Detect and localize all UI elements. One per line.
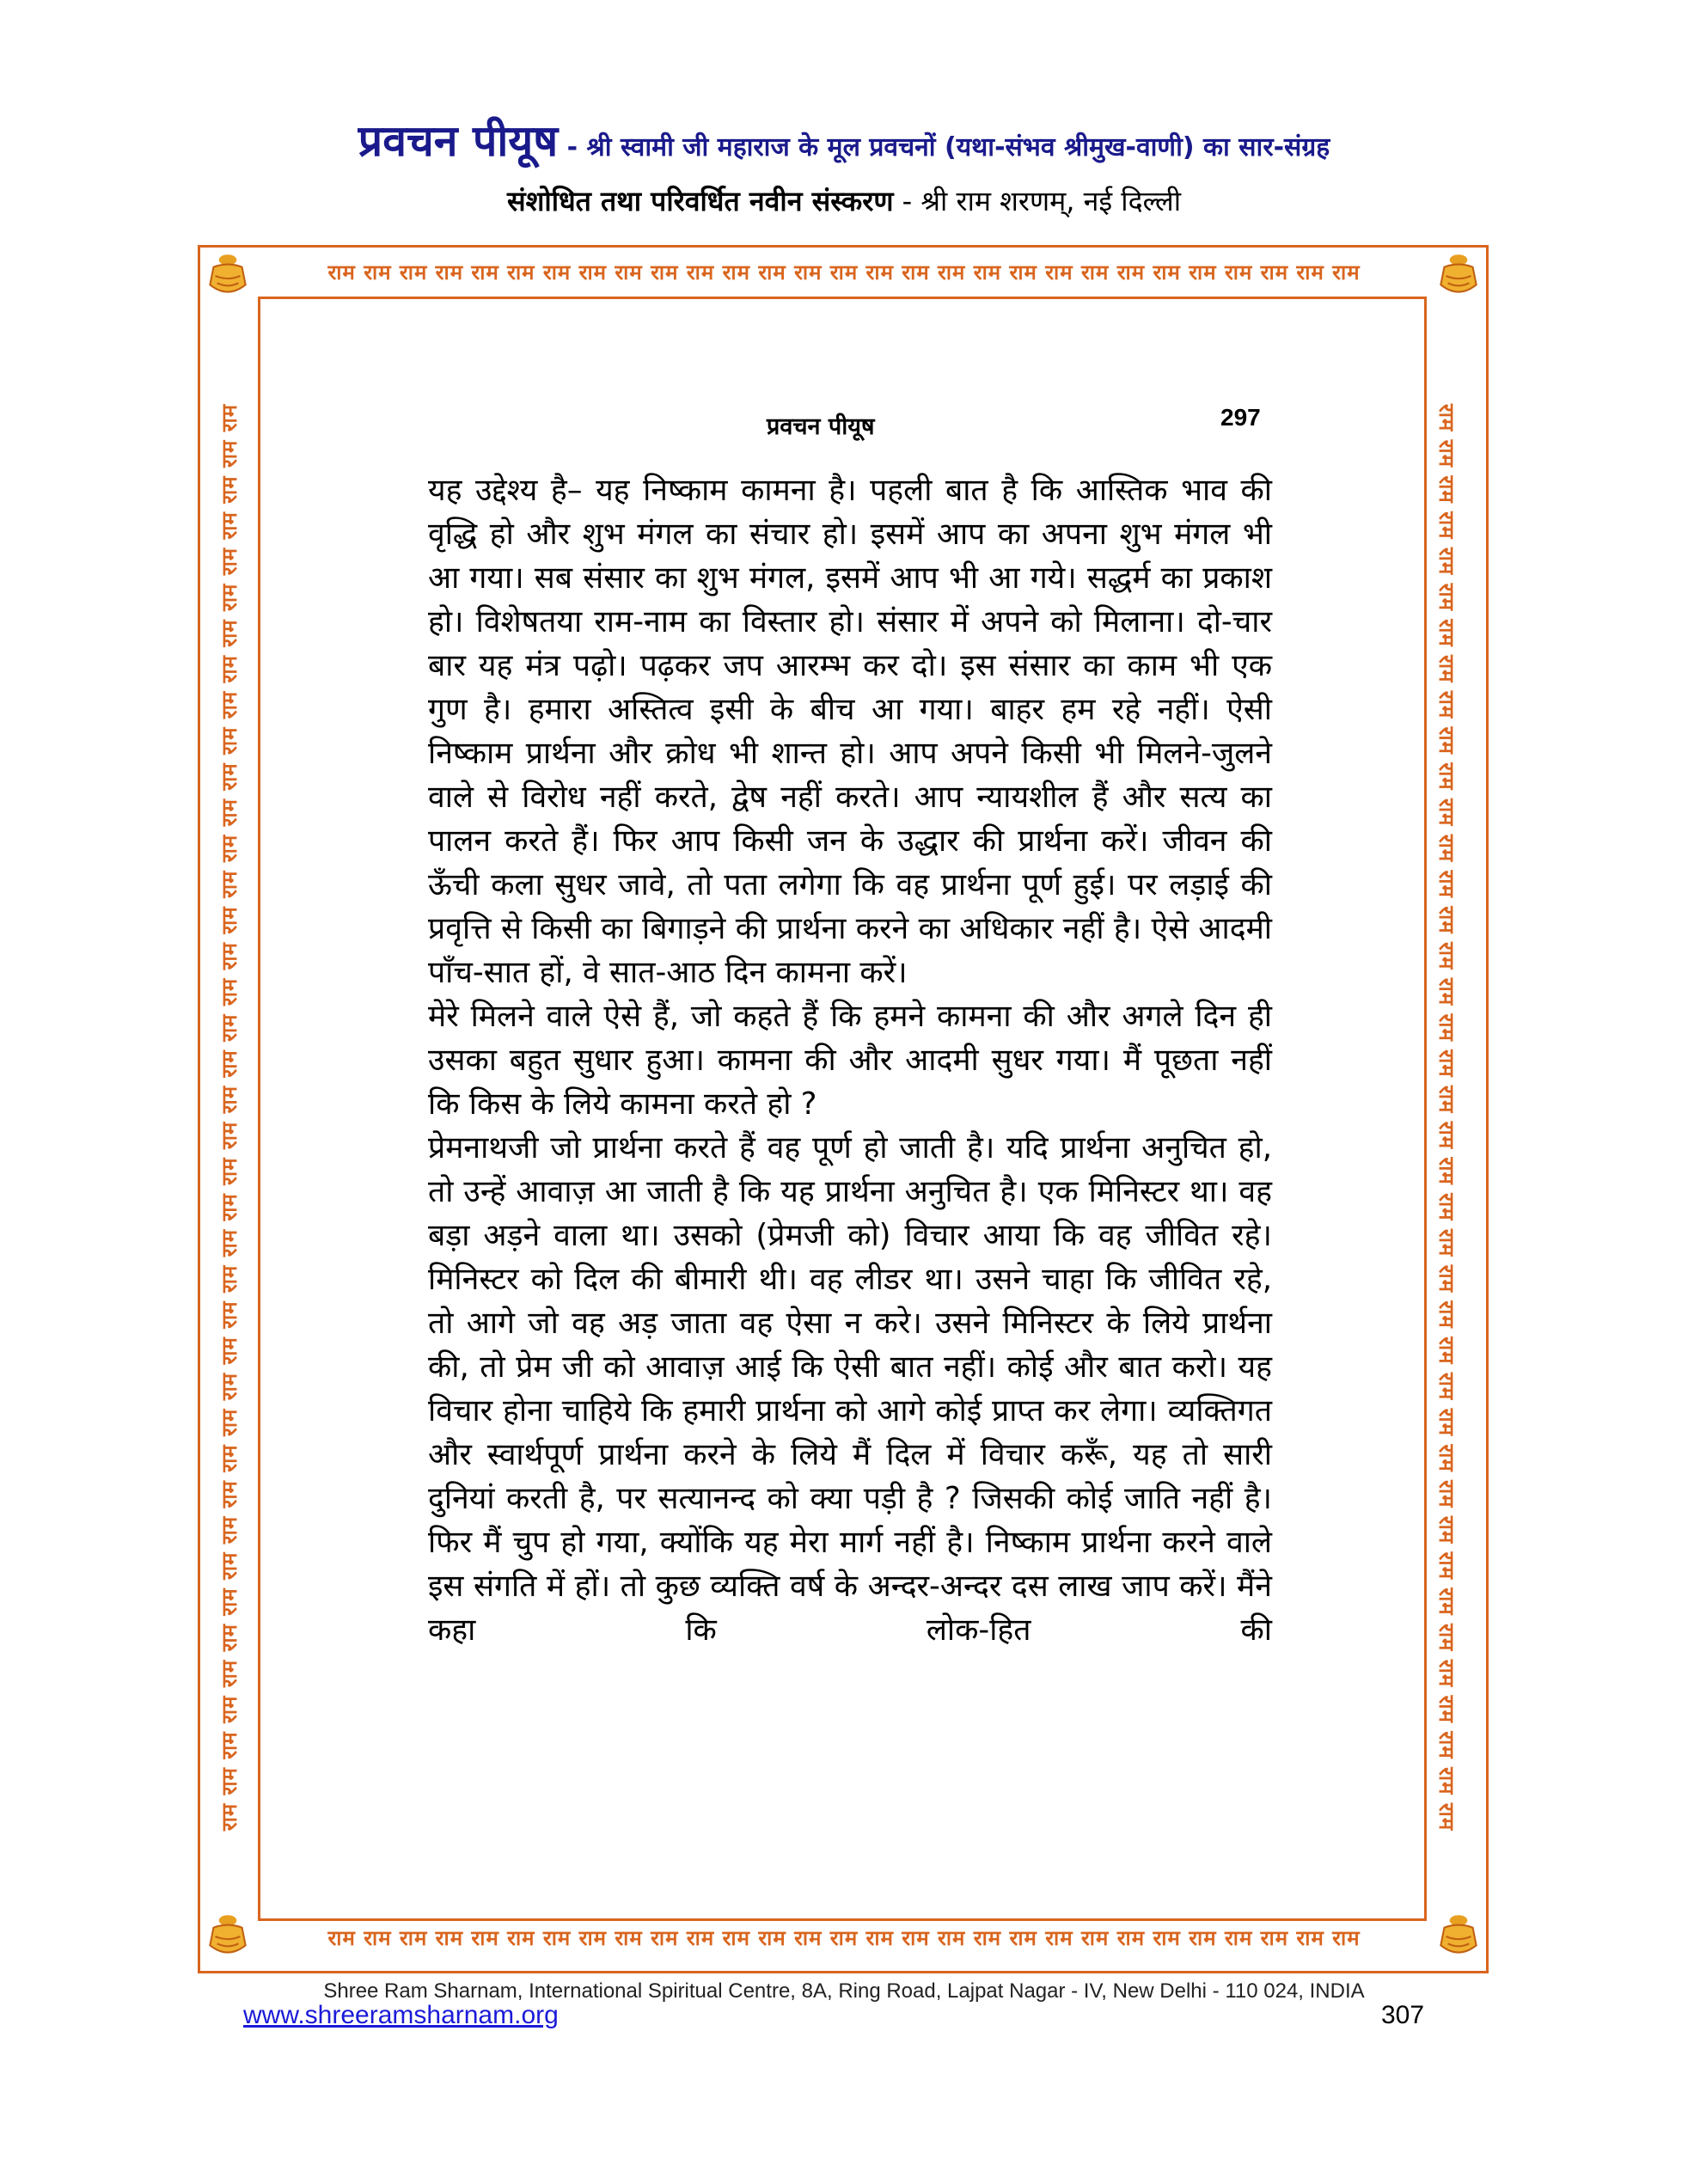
document-header-subtitle — [0, 182, 1688, 219]
kalash-icon — [201, 1910, 254, 1963]
kalash-icon — [1432, 1910, 1485, 1963]
document-header-title — [0, 110, 1688, 168]
paragraph: यह उद्देश्य है– यह निष्काम कामना है। पहली बात है कि आस्तिक भाव की वृद्धि हो और शुभ मंगल का संचार हो। इसमें आप का अपना शुभ मंगल भी आ गया। सब संसार का शुभ मंगल, इसमें आप भी आ गये। सद्धर्म का प्रकाश हो। विशेषतया राम-नाम का विस्तार हो। संसार में अपने को मिलाना। दो-चार बार यह मंत्र पढ़ो। पढ़कर जप आरम्भ कर दो। इस संसार का काम भी एक गुण है। हमारा अस्तित्व इसी के बीच आ गया। बाहर हम रहे नहीं। ऐसी निष्काम प्रार्थना और क्रोध भी शान्त हो। आप अपने किसी भी मिलने-जुलने वाले से विरोध नहीं करते, द्वेष नहीं करते। आप न्यायशील हैं और सत्य का पालन करते हैं। फिर आप किसी जन के उद्धार की प्रार्थना करें। जीवन की ऊँची कला सुधर जावे, तो पता लगेगा कि वह प्रार्थना पूर्ण हुई। पर लड़ाई की प्रवृत्ति से किसी का बिगाड़ने की प्रार्थना करने का अधिकार नहीं है। ऐसे आदमी पाँच-सात हों, वे सात-आठ दिन कामना करें। — [428, 473, 1272, 990]
header-book-title: प्रवचन पीयूष — [358, 116, 559, 166]
footer-address: Shree Ram Sharnam, International Spiritual Centre, 8A, Ring Road, Lajpat Nagar - IV, New Delhi - 110 024, INDIA — [323, 1979, 1365, 2003]
kalash-icon — [1432, 249, 1485, 303]
ram-border-bottom: राम राम राम राम राम राम राम राम राम राम राम राम राम राम राम राम राम राम राम राम राम राम राम राम राम राम राम राम राम — [327, 1926, 1361, 1950]
paragraph: प्रेमनाथजी जो प्रार्थना करते हैं वह पूर्ण हो जाती है। यदि प्रार्थना अनुचित हो, तो उन्हें आवाज़ आ जाती है कि यह प्रार्थना अनुचित है। एक मिनिस्टर था। वह बड़ा अड़ने वाला था। उसको (प्रेमजी को) विचार आया कि वह जीवित रहे। मिनिस्टर को दिल की बीमारी थी। वह लीडर था। उसने चाहा कि जीवित रहे, तो आगे जो वह अड़ जाता वह ऐसा न करे। उसने मिनिस्टर के लिये प्रार्थना की, तो प्रेम जी को आवाज़ आई कि ऐसी बात नहीं। कोई और बात करो। यह विचार होना चाहिये कि हमारी प्रार्थना को आगे कोई प्राप्त कर लेगा। व्यक्तिगत और स्वार्थपूर्ण प्रार्थना करने के लिये मैं दिल में विचार करूँ, यह तो सारी दुनियां करती है, पर सत्यानन्द को क्या पड़ी है ? जिसकी कोई जाति नहीं है। फिर मैं चुप हो गया, क्योंकि यह मेरा मार्ग नहीं है। निष्काम प्रार्थना करने वाले इस संगति में हों। तो कुछ व्यक्ति वर्ष के अन्दर-अन्दर दस लाख जाप करें। मैंने कहा कि लोक-हित की — [428, 1130, 1272, 1648]
pdf-page-number: 307 — [1381, 2001, 1425, 2029]
ram-border-right: राम राम राम राम राम राम राम राम राम राम राम राम राम राम राम राम राम राम राम राम राम राम राम राम राम राम राम राम राम राम राम राम राम राम राम राम राम राम राम राम — [1434, 403, 1459, 1832]
body-text — [370, 468, 1272, 1652]
ram-border-left: राम राम राम राम राम राम राम राम राम राम राम राम राम राम राम राम राम राम राम राम राम राम राम राम राम राम राम राम राम राम राम राम राम राम राम राम राम राम राम राम — [217, 403, 242, 1832]
running-title: प्रवचन पीयूष — [767, 413, 875, 440]
edition-label: संशोधित तथा परिवर्धित नवीन संस्करण — [507, 185, 894, 217]
paragraph: मेरे मिलने वाले ऐसे हैं, जो कहते हैं कि हमने कामना की और अगले दिन ही उसका बहुत सुधार हुआ। कामना की और आदमी सुधर गया। मैं पूछता नहीं कि किस के लिये कामना करते हो ? — [428, 999, 1272, 1122]
header-description: - श्री स्वामी जी महाराज के मूल प्रवचनों (यथा-संभव श्रीमुख-वाणी) का सार-संग्रह — [558, 132, 1330, 162]
book-page-number: 297 — [1220, 404, 1261, 431]
kalash-icon — [201, 249, 254, 303]
ram-border-top: राम राम राम राम राम राम राम राम राम राम राम राम राम राम राम राम राम राम राम राम राम राम राम राम राम राम राम राम राम — [327, 260, 1361, 284]
publisher-label: - श्री राम शरणम्, नई दिल्ली — [893, 185, 1181, 217]
website-link[interactable]: www.shreeramsharnam.org — [243, 2001, 559, 2029]
